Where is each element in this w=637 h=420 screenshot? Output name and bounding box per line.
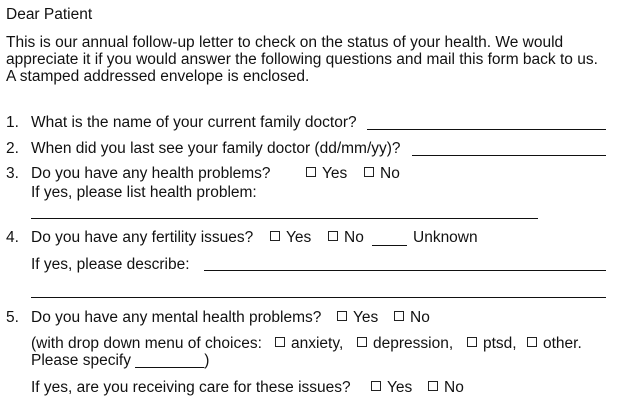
question-5-number: 5. bbox=[6, 309, 19, 326]
choice-ptsd[interactable]: ptsd, bbox=[467, 335, 517, 353]
checkbox-icon[interactable] bbox=[527, 337, 537, 347]
question-2-number: 2. bbox=[6, 140, 19, 157]
intro-line-3: A stamped addressed envelope is enclosed. bbox=[6, 68, 310, 85]
choice-depression[interactable]: depression, bbox=[357, 335, 453, 353]
question-3-text: Do you have any health problems? bbox=[31, 165, 271, 182]
question-4-unknown-line[interactable] bbox=[372, 245, 407, 246]
question-2-text: When did you last see your family doctor (dd/mm/yy)? bbox=[31, 140, 401, 157]
greeting: Dear Patient bbox=[6, 6, 93, 23]
question-4-yes-option[interactable]: Yes bbox=[270, 229, 311, 247]
checkbox-icon[interactable] bbox=[306, 167, 316, 177]
checkbox-icon[interactable] bbox=[357, 337, 367, 347]
question-4-number: 4. bbox=[6, 229, 19, 246]
question-3-yes-option[interactable]: Yes bbox=[306, 165, 347, 183]
question-4-text: Do you have any fertility issues? bbox=[31, 229, 254, 246]
choice-anxiety[interactable]: anxiety, bbox=[275, 335, 343, 353]
question-5-text: Do you have any mental health problems? bbox=[31, 309, 322, 326]
question-1-text: What is the name of your current family doctor? bbox=[31, 114, 357, 131]
intro-line-1: This is our annual follow-up letter to check on the status of your health. We would bbox=[6, 34, 564, 51]
question-2-answer-line[interactable] bbox=[412, 155, 606, 156]
question-3-answer-line[interactable] bbox=[31, 218, 538, 219]
question-5-choices-prefix: (with drop down menu of choices: bbox=[31, 335, 262, 352]
question-4-followup: If yes, please describe: bbox=[31, 256, 190, 273]
choice-other[interactable]: other. bbox=[527, 335, 582, 353]
intro-line-2: appreciate it if you would answer the following questions and mail this form back to us. bbox=[6, 51, 598, 68]
checkbox-icon[interactable] bbox=[364, 167, 374, 177]
question-4-unknown-label: Unknown bbox=[413, 229, 478, 246]
question-1-answer-line[interactable] bbox=[367, 129, 606, 130]
question-5-care-no-option[interactable]: No bbox=[428, 379, 464, 397]
checkbox-icon[interactable] bbox=[394, 311, 404, 321]
question-3-number: 3. bbox=[6, 165, 19, 182]
checkbox-icon[interactable] bbox=[275, 337, 285, 347]
checkbox-icon[interactable] bbox=[371, 381, 381, 391]
question-5-specify: Please specify ________) bbox=[31, 352, 210, 369]
question-5-care-question: If yes, are you receiving care for these issues? bbox=[31, 379, 351, 396]
question-5-care-yes-option[interactable]: Yes bbox=[371, 379, 412, 397]
question-5-yes-option[interactable]: Yes bbox=[337, 309, 378, 327]
checkbox-icon[interactable] bbox=[328, 231, 338, 241]
checkbox-icon[interactable] bbox=[428, 381, 438, 391]
question-3-followup: If yes, please list health problem: bbox=[31, 184, 257, 201]
question-5-no-option[interactable]: No bbox=[394, 309, 430, 327]
question-3-no-option[interactable]: No bbox=[364, 165, 400, 183]
question-1-number: 1. bbox=[6, 114, 19, 131]
checkbox-icon[interactable] bbox=[467, 337, 477, 347]
question-4-answer-line-2[interactable] bbox=[31, 297, 606, 298]
checkbox-icon[interactable] bbox=[270, 231, 280, 241]
question-4-answer-line-1[interactable] bbox=[204, 270, 606, 271]
question-4-no-option[interactable]: No bbox=[328, 229, 364, 247]
checkbox-icon[interactable] bbox=[337, 311, 347, 321]
